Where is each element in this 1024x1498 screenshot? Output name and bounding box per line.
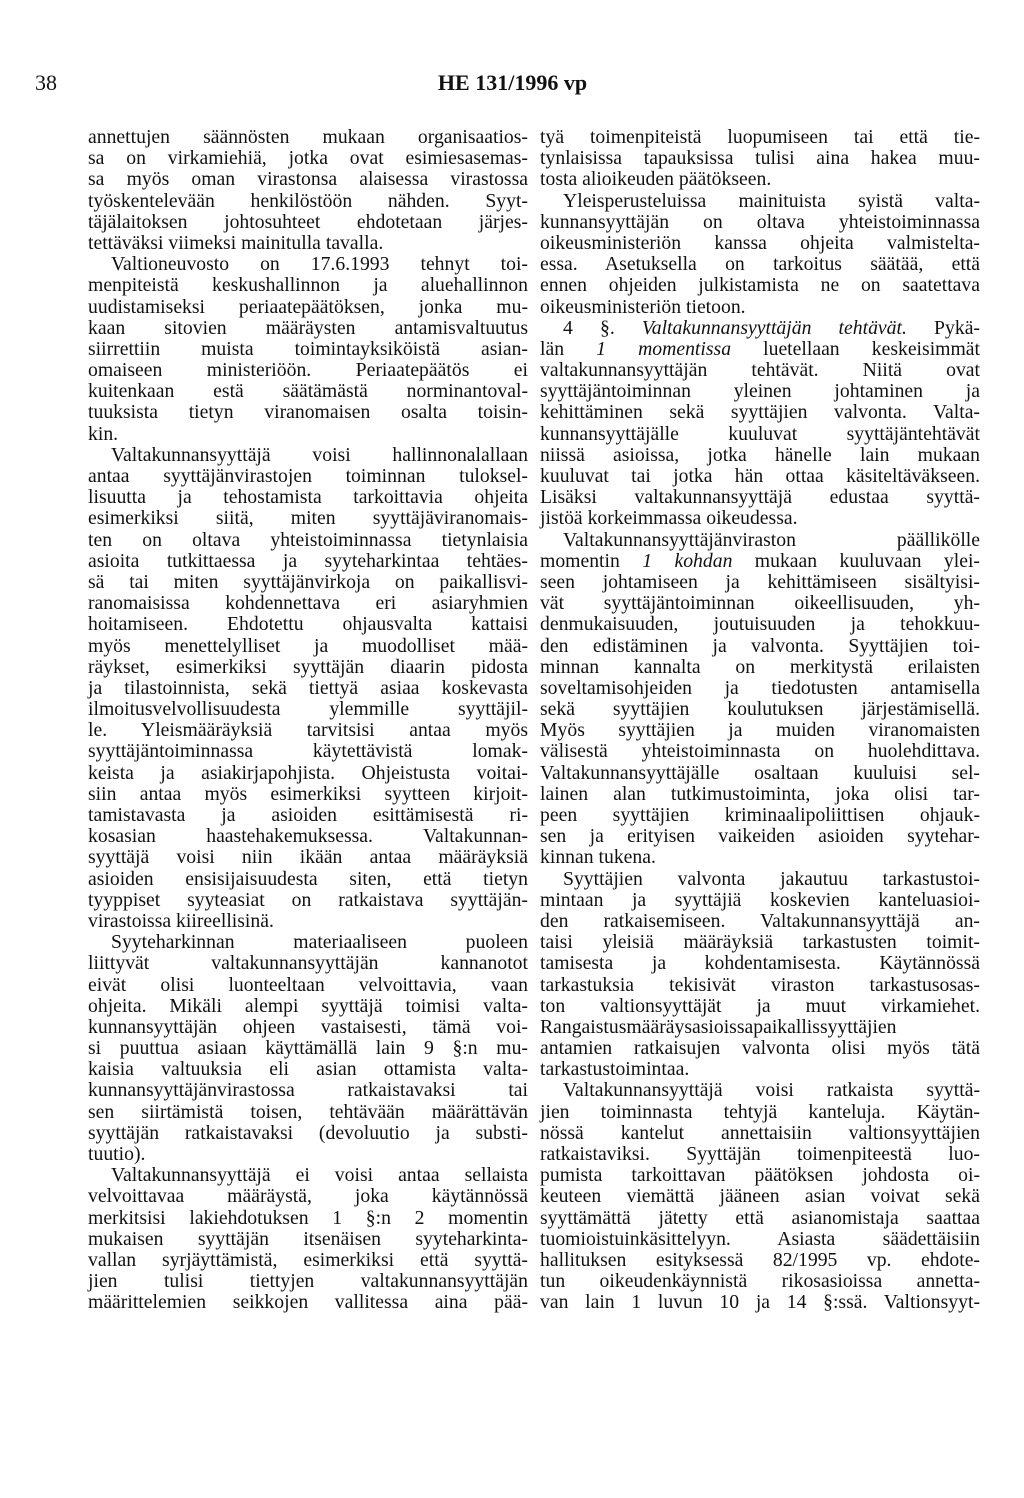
- line-text: Valtakunnansyyttäjänviraston päällikölle: [563, 528, 980, 551]
- line-text: kehittäminen sekä syyttäjien valvonta. Valta-: [540, 401, 980, 424]
- line-text: ohjeita. Mikäli alempi syyttäjä toimisi valta-: [88, 994, 528, 1017]
- text-line: [540, 572, 980, 593]
- text-line: [88, 890, 528, 911]
- text-line: [540, 1080, 980, 1101]
- text-line: [540, 339, 980, 360]
- text-line: [540, 975, 980, 996]
- text-line: [540, 402, 980, 423]
- line-text: keista ja asiakirjapohjista. Ohjeistusta voitai-: [88, 761, 528, 784]
- line-text: tettäväksi viimeksi mainitulla tavalla.: [88, 231, 384, 254]
- line-text: tarkastuksia tekisivät viraston tarkastusosas-: [540, 973, 980, 996]
- line-text: Valtakunnansyyttäjä ei voisi antaa sellaista: [111, 1164, 528, 1187]
- line-text: siirrettiin muista toimintayksiköistä asian-: [88, 337, 528, 360]
- text-line: [540, 1059, 980, 1080]
- line-text: den ratkaisemiseen. Valtakunnansyyttäjä an-: [540, 909, 980, 932]
- line-text: Valtakunnansyyttäjä voisi hallinnonalallaan: [111, 443, 528, 466]
- line-text: kaisia valtuuksia eli asian ottamista valta-: [88, 1058, 528, 1081]
- text-line: [88, 127, 528, 148]
- text-line: [540, 1017, 980, 1038]
- text-line: [88, 1038, 528, 1059]
- text-line: [540, 847, 980, 868]
- line-text: kaan sitovien määräysten antamisvaltuutus: [88, 316, 528, 339]
- line-text: kuitenkaan estä säätämästä norminantoval-: [88, 380, 528, 403]
- line-text: omaiseen ministeriöön. Periaatepäätös ei: [88, 359, 528, 382]
- line-text: tynlaisissa tapauksissa tulisi aina hakea muu-: [540, 147, 980, 170]
- text-line: [88, 360, 528, 381]
- line-text: jistöä korkeimmassa oikeudessa.: [540, 507, 798, 530]
- line-text: sa myös oman virastonsa alaisessa virastossa: [88, 168, 528, 191]
- text-line: [88, 614, 528, 635]
- line-text: oikeusministeriön tietoon.: [540, 295, 746, 318]
- right-text-column: [540, 127, 980, 1314]
- line-text: liittyvät valtakunnansyyttäjän kannanotot: [88, 952, 528, 975]
- text-line: [540, 212, 980, 233]
- line-text: pumista tarkoittavan päätöksen johdosta oi-: [540, 1164, 980, 1187]
- text-line: [540, 869, 980, 890]
- text-line: [540, 720, 980, 741]
- text-line: [88, 932, 528, 953]
- line-text: mukaisen syyttäjän itsenäisen syyteharkinta-: [88, 1227, 528, 1250]
- text-line: [88, 1229, 528, 1250]
- text-line: [88, 636, 528, 657]
- line-text: tuomioistuinkäsittelyyn. Asiasta säädettäisiin: [540, 1227, 980, 1250]
- text-line: [540, 1144, 980, 1165]
- text-line: [540, 233, 980, 254]
- line-text: lainen alan tutkimustoiminta, joka olisi tar-: [540, 782, 980, 805]
- text-line: [540, 169, 980, 190]
- line-text: ja tilastoinnista, sekä tiettyä asiaa koskevasta: [88, 676, 528, 699]
- line-text: työskentelevään henkilöstöön nähden. Syyt-: [88, 189, 528, 212]
- text-line: [88, 847, 528, 868]
- line-text: uudistamiseksi periaatepäätöksen, jonka mu-: [88, 295, 528, 318]
- line-text-tail: mukaan kuuluvaan ylei-: [732, 549, 980, 572]
- page-number: 38: [35, 70, 57, 95]
- line-text: tuuksista tietyn viranomaisen osalta toisin-: [88, 401, 528, 424]
- text-line: [88, 275, 528, 296]
- text-line: [88, 445, 528, 466]
- line-text: syyttäjäntoiminnan yleinen johtaminen ja: [540, 380, 980, 403]
- text-line: [88, 1059, 528, 1080]
- left-text-column: [88, 127, 528, 1314]
- text-line: [540, 297, 980, 318]
- line-text: esimerkiksi siitä, miten syyttäjäviranomais-: [88, 507, 528, 530]
- text-line: [88, 318, 528, 339]
- line-text: vät syyttäjäntoiminnan oikeellisuuden, yh-: [540, 592, 980, 615]
- line-text: momentin: [540, 549, 643, 572]
- text-line: [540, 318, 980, 339]
- line-text: menpiteistä keskushallinnon ja aluehallinnon: [88, 274, 528, 297]
- text-line: [540, 614, 980, 635]
- text-line: [88, 148, 528, 169]
- line-text: tamisesta ja kohdentamisesta. Käytännössä: [540, 952, 980, 975]
- text-line: [88, 466, 528, 487]
- text-line: [88, 551, 528, 572]
- line-text: län: [540, 337, 597, 360]
- line-text: kunnansyyttäjän ohjeen vastaisesti, tämä voi-: [88, 1015, 528, 1038]
- text-line: [540, 763, 980, 784]
- line-text: myös menettelylliset ja muodolliset mää-: [88, 634, 528, 657]
- text-line: [88, 191, 528, 212]
- line-text: välisestä yhteistoiminnasta on huolehdittava.: [540, 740, 980, 763]
- text-line: [540, 127, 980, 148]
- text-line: [88, 1250, 528, 1271]
- line-text: hoitamiseen. Ehdotettu ohjausvalta kattaisi: [88, 613, 528, 636]
- text-line: [88, 720, 528, 741]
- italic-text: 1 momentissa: [596, 337, 732, 360]
- text-line: [540, 657, 980, 678]
- line-text: syyttämättä jätetty että asianomistaja saattaa: [540, 1206, 980, 1229]
- text-line: [88, 763, 528, 784]
- text-line: [540, 424, 980, 445]
- text-line: [540, 1271, 980, 1292]
- line-text: hallituksen esityksessä 82/1995 vp. ehdote-: [540, 1248, 980, 1271]
- line-text: ilmoitusvelvollisuudesta ylemmille syyttäjil-: [88, 698, 528, 721]
- line-text: denmukaisuuden, joutuisuuden ja tehokkuu-: [540, 613, 980, 636]
- text-line: [540, 678, 980, 699]
- text-line: [540, 1250, 980, 1271]
- text-line: [88, 1080, 528, 1101]
- line-text: räykset, esimerkiksi syyttäjän diaarin pidosta: [88, 655, 528, 678]
- text-line: [540, 508, 980, 529]
- line-text: asioita tutkittaessa ja syyteharkintaa tehtäes-: [88, 549, 528, 572]
- line-text: velvoittavaa määräystä, joka käytännössä: [88, 1185, 528, 1208]
- text-line: [540, 1165, 980, 1186]
- text-line: [88, 1165, 528, 1186]
- line-text: tyyppiset syyteasiat on ratkaistava syyttäjän-: [88, 888, 528, 911]
- line-text: kunnansyyttäjälle kuuluvat syyttäjäntehtävät: [540, 422, 980, 445]
- line-text: kuuluvat tai jotka hän ottaa käsiteltäväkseen.: [540, 465, 980, 487]
- line-text: minnan kannalta on merkitystä erilaisten: [540, 655, 980, 678]
- line-text: kin.: [88, 422, 119, 445]
- line-text: eivät olisi luonteeltaan velvoittavia, vaan: [88, 973, 528, 996]
- text-line: [88, 869, 528, 890]
- text-line: [88, 953, 528, 974]
- text-line: [540, 805, 980, 826]
- text-line: [540, 741, 980, 762]
- text-line: [88, 508, 528, 529]
- line-text: le. Yleismääräyksiä tarvitsisi antaa myös: [88, 719, 528, 742]
- text-line: [540, 530, 980, 551]
- text-line: [88, 339, 528, 360]
- text-line: [540, 1186, 980, 1207]
- line-text: 4 §.: [563, 316, 642, 339]
- text-line: [540, 953, 980, 974]
- line-text: soveltamisohjeiden ja tiedotusten antamisella: [540, 676, 980, 699]
- line-text: ranomaisissa kohdennettava eri asiaryhmien: [88, 592, 528, 615]
- line-text: ten on oltava yhteistoiminnassa tietynlaisia: [88, 528, 528, 551]
- line-text: tun oikeudenkäynnistä rikosasioissa annetta-: [540, 1270, 980, 1293]
- line-text: jien toiminnasta tehtyjä kanteluja. Käytän-: [540, 1100, 980, 1123]
- line-text: Valtioneuvosto on 17.6.1993 tehnyt toi-: [111, 253, 528, 276]
- line-text: virastoissa kiireellisinä.: [88, 909, 274, 932]
- line-text: sä tai miten syyttäjänvirkoja on paikallisvi-: [88, 570, 528, 593]
- line-text: Myös syyttäjien ja muiden viranomaisten: [540, 719, 980, 742]
- line-text: lisuutta ja tehostamista tarkoittavia ohjeita: [88, 486, 528, 509]
- line-text: Valtakunnansyyttäjälle osaltaan kuuluisi sel-: [540, 761, 980, 784]
- line-text: sen ja erityisen vaikeiden asioiden syytehar-: [540, 825, 980, 848]
- text-line: [540, 381, 980, 402]
- text-line: [88, 487, 528, 508]
- text-line: [540, 487, 980, 508]
- text-line: [540, 911, 980, 932]
- line-text: sa on virkamiehiä, jotka ovat esimiesasemas-: [88, 147, 528, 170]
- line-text: keuteen viemättä jääneen asian voivat sekä: [540, 1185, 980, 1208]
- text-line: [88, 784, 528, 805]
- text-line: [88, 1292, 528, 1313]
- line-text: valtakunnansyyttäjän tehtävät. Niitä ovat: [540, 359, 980, 382]
- text-line: [540, 784, 980, 805]
- line-text: den edistäminen ja valvonta. Syyttäjien toi-: [540, 634, 980, 657]
- text-line: [540, 1292, 980, 1313]
- text-line: [88, 975, 528, 996]
- line-text: siin antaa myös esimerkiksi syytteen kirjoit-: [88, 782, 528, 805]
- line-text: antaa syyttäjänvirastojen toiminnan tuloksel-: [88, 465, 528, 487]
- line-text-tail: luetellaan keskeisimmät: [731, 337, 980, 360]
- line-text: taisi yleisiä määräyksiä tarkastusten toimit-: [540, 931, 980, 954]
- text-line: [540, 551, 980, 572]
- text-line: [540, 445, 980, 466]
- text-line: [88, 996, 528, 1017]
- text-line: [88, 424, 528, 445]
- text-line: [88, 1186, 528, 1207]
- text-line: [540, 360, 980, 381]
- line-text: kunnansyyttäjänvirastossa ratkaistavaksi tai: [88, 1079, 528, 1102]
- line-text: syyttäjän ratkaistavaksi (devoluutio ja substi-: [88, 1121, 528, 1144]
- line-text: seen johtamiseen ja kehittämiseen sisältyisi-: [540, 570, 980, 593]
- text-line: [540, 1038, 980, 1059]
- text-line: [88, 1208, 528, 1229]
- line-text: Syyttäjien valvonta jakautuu tarkastustoi-: [563, 867, 980, 890]
- text-line: [540, 996, 980, 1017]
- italic-text: 1 kohdan: [642, 549, 733, 572]
- line-text: määrittelemien seikkojen vallitessa aina pää-: [88, 1291, 528, 1314]
- text-line: [540, 466, 980, 487]
- page-header: [35, 70, 990, 100]
- line-text: Lisäksi valtakunnansyyttäjä edustaa syyttä-: [540, 486, 980, 509]
- line-text: täjälaitoksen johtosuhteet ehdotetaan järjes-: [88, 210, 528, 233]
- text-line: [88, 254, 528, 275]
- line-text: merkitsisi lakiehdotuksen 1 §:n 2 momentin: [88, 1206, 528, 1229]
- text-line: [88, 1102, 528, 1123]
- line-text: tosta alioikeuden päätökseen.: [540, 168, 772, 191]
- text-line: [88, 1144, 528, 1165]
- text-line: [88, 826, 528, 847]
- line-text: syyttäjäntoiminnassa käytettävistä lomak-: [88, 740, 528, 763]
- text-line: [88, 169, 528, 190]
- line-text: tyä toimenpiteistä luopumiseen tai että tie-: [540, 126, 980, 148]
- line-text: ratkaistaviksi. Syyttäjän toimenpiteestä luo-: [540, 1143, 980, 1165]
- line-text: Rangaistusmääräysasioissapaikallissyyttäjien: [540, 1015, 897, 1038]
- text-line: [540, 1208, 980, 1229]
- text-line: [540, 593, 980, 614]
- line-text: ennen ohjeiden julkistamista ne on saatettava: [540, 274, 980, 297]
- line-text: antamien ratkaisujen valvonta olisi myös tätä: [540, 1037, 980, 1060]
- text-line: [540, 636, 980, 657]
- line-text: tuutio).: [88, 1143, 146, 1165]
- document-id: HE 131/1996 vp: [437, 70, 588, 95]
- text-line: [540, 275, 980, 296]
- line-text: peen syyttäjien kriminaalipoliittisen ohjauk-: [540, 804, 980, 826]
- text-line: [540, 826, 980, 847]
- text-line: [540, 699, 980, 720]
- text-line: [88, 297, 528, 318]
- text-line: [88, 741, 528, 762]
- text-line: [540, 148, 980, 169]
- line-text: tamistavasta ja asioiden esittämisestä ri-: [88, 804, 528, 826]
- line-text: Syyteharkinnan materiaaliseen puoleen: [111, 931, 528, 954]
- text-line: [540, 254, 980, 275]
- line-text: kunnansyyttäjän on oltava yhteistoiminnassa: [540, 210, 980, 233]
- text-line: [88, 572, 528, 593]
- text-line: [540, 191, 980, 212]
- line-text: jien tulisi tiettyjen valtakunnansyyttäjän: [88, 1270, 528, 1293]
- text-line: [88, 381, 528, 402]
- line-text: mintaan ja syyttäjiä koskevien kanteluasioi-: [540, 888, 980, 911]
- text-line: [540, 932, 980, 953]
- text-line: [88, 1271, 528, 1292]
- text-line: [88, 657, 528, 678]
- line-text: tarkastustoimintaa.: [540, 1058, 690, 1081]
- text-line: [88, 911, 528, 932]
- line-text: niissä asioissa, jotka hänelle lain mukaan: [540, 443, 980, 466]
- text-line: [88, 593, 528, 614]
- line-text: nössä kantelut annettaisiin valtionsyyttäjien: [540, 1121, 980, 1144]
- text-line: [88, 212, 528, 233]
- line-text: syyttäjä voisi niin ikään antaa määräyksiä: [88, 846, 528, 869]
- text-line: [88, 1123, 528, 1144]
- line-text: sen siirtämistä toisen, tehtävään määrättävän: [88, 1100, 528, 1123]
- text-line: [88, 678, 528, 699]
- line-text: vallan syrjäyttämistä, esimerkiksi että syyttä-: [88, 1248, 528, 1271]
- text-line: [540, 1102, 980, 1123]
- line-text: ton valtionsyyttäjät ja muut virkamiehet.: [540, 994, 980, 1017]
- line-text: kosasian haastehakemuksessa. Valtakunnan-: [88, 825, 528, 848]
- line-text: Yleisperusteluissa mainituista syistä valta-: [563, 189, 980, 212]
- text-line: [88, 805, 528, 826]
- line-text: annettujen säännösten mukaan organisaatios-: [88, 126, 528, 148]
- line-text: van lain 1 luvun 10 ja 14 §:ssä. Valtionsyyt-: [540, 1291, 980, 1314]
- text-line: [540, 1123, 980, 1144]
- line-text: asioiden ensisijaisuudesta siten, että tietyn: [88, 867, 528, 890]
- line-text: essa. Asetuksella on tarkoitus säätää, että: [540, 253, 980, 276]
- line-text: sekä syyttäjien koulutuksen järjestämisellä.: [540, 698, 980, 721]
- text-line: [88, 1017, 528, 1038]
- text-line: [540, 890, 980, 911]
- text-line: [540, 1229, 980, 1250]
- italic-text: Valtakunnansyyttäjän tehtävät.: [641, 316, 907, 339]
- text-line: [88, 402, 528, 423]
- line-text: Valtakunnansyyttäjä voisi ratkaista syyttä-: [563, 1079, 980, 1102]
- text-line: [88, 530, 528, 551]
- line-text: kinnan tukena.: [540, 846, 656, 869]
- line-text: si puuttua asiaan käyttämällä lain 9 §:n mu-: [88, 1037, 528, 1060]
- text-line: [88, 699, 528, 720]
- text-line: [88, 233, 528, 254]
- line-text: oikeusministeriön kanssa ohjeita valmistelta-: [540, 231, 980, 254]
- line-text-tail: Pykä-: [906, 316, 980, 339]
